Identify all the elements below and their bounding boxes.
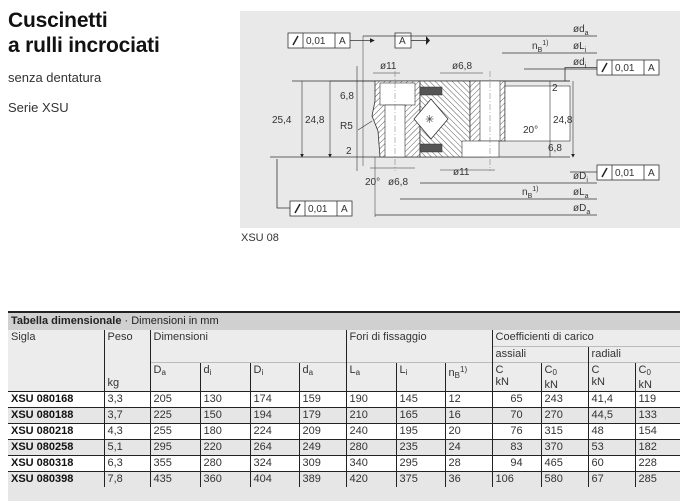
- cell-peso: 3,3: [104, 391, 150, 407]
- cell-Di: 324: [250, 455, 299, 471]
- cell-Li: 145: [396, 391, 445, 407]
- cell-Li: 235: [396, 439, 445, 455]
- cell-di: 280: [200, 455, 250, 471]
- cell-C-radial: 44,5: [588, 407, 635, 423]
- cell-C-axial: 106: [492, 471, 541, 487]
- svg-text:0,01: 0,01: [306, 36, 326, 47]
- cell-C0-radial: 154: [635, 423, 680, 439]
- header-Da: $D_a$: [150, 362, 200, 391]
- header-C0-radial: $C_0$ kN: [635, 362, 680, 391]
- cell-Da: 435: [150, 471, 200, 487]
- svg-text:6,8: 6,8: [548, 143, 562, 154]
- cell-C0-axial: 465: [541, 455, 588, 471]
- svg-text:A: A: [648, 63, 655, 74]
- cell-di: 220: [200, 439, 250, 455]
- header-da: $d_a$: [299, 362, 346, 391]
- header-nB: $n_B^{1)}$: [445, 362, 492, 391]
- svg-text:øda: $ød_a$: [573, 24, 589, 37]
- header-peso: Peso kg: [104, 330, 150, 391]
- tolerance-frame-top-left: [288, 33, 374, 48]
- cell-nB: 16: [445, 407, 492, 423]
- cell-sigla: XSU 080168: [8, 391, 104, 407]
- cell-Li: 375: [396, 471, 445, 487]
- page-title: [8, 8, 160, 58]
- cell-La: 280: [346, 439, 396, 455]
- cell-da: 249: [299, 439, 346, 455]
- cell-peso: 3,7: [104, 407, 150, 423]
- svg-text:ø11: ø11: [453, 167, 470, 178]
- header-coefficienti: Coefficienti di carico: [492, 330, 680, 346]
- svg-text:ø6,8: ø6,8: [388, 177, 409, 188]
- cell-nB: 12: [445, 391, 492, 407]
- header-Di: $D_i$: [250, 362, 299, 391]
- drawing-caption: XSU 08: [241, 232, 279, 244]
- table-row: [8, 455, 680, 471]
- cell-La: 190: [346, 391, 396, 407]
- cell-La: 210: [346, 407, 396, 423]
- cell-Da: 255: [150, 423, 200, 439]
- cell-C-axial: 65: [492, 391, 541, 407]
- cell-sigla: XSU 080398: [8, 471, 104, 487]
- cell-nB: 28: [445, 455, 492, 471]
- table-title: [8, 313, 680, 330]
- header-C-radial: C kN: [588, 362, 635, 391]
- cell-di: 130: [200, 391, 250, 407]
- table-title-rest: · Dimensioni in mm: [121, 315, 219, 327]
- cell-sigla: XSU 080188: [8, 407, 104, 423]
- svg-text:24,8: 24,8: [305, 115, 325, 126]
- series-label: Serie XSU: [8, 100, 69, 115]
- cell-C-axial: 94: [492, 455, 541, 471]
- cell-Li: 165: [396, 407, 445, 423]
- header-sigla: Sigla: [8, 330, 104, 391]
- svg-text:6,8: 6,8: [340, 91, 354, 102]
- cell-La: 340: [346, 455, 396, 471]
- svg-text:nB1): $n_B^{1)}$: [532, 40, 549, 54]
- cell-Da: 355: [150, 455, 200, 471]
- header-assiali: assiali: [492, 346, 588, 362]
- svg-text:2: 2: [552, 83, 558, 94]
- svg-text:A: A: [339, 36, 346, 47]
- cell-C0-radial: 182: [635, 439, 680, 455]
- cell-peso: 6,3: [104, 455, 150, 471]
- cell-C0-axial: 370: [541, 439, 588, 455]
- cell-Da: 225: [150, 407, 200, 423]
- cell-da: 209: [299, 423, 346, 439]
- svg-text:24,8: 24,8: [553, 115, 573, 126]
- cell-Di: 264: [250, 439, 299, 455]
- svg-text:ø6,8: ø6,8: [452, 61, 473, 72]
- cell-C-radial: 48: [588, 423, 635, 439]
- header-radiali: radiali: [588, 346, 680, 362]
- cell-C-radial: 60: [588, 455, 635, 471]
- cell-peso: 7,8: [104, 471, 150, 487]
- cell-C-axial: 76: [492, 423, 541, 439]
- cell-peso: 4,3: [104, 423, 150, 439]
- cell-C-axial: 83: [492, 439, 541, 455]
- header-La: $L_a$: [346, 362, 396, 391]
- svg-text:20°: 20°: [365, 177, 381, 188]
- cell-C0-axial: 580: [541, 471, 588, 487]
- subtitle: senza dentatura: [8, 70, 102, 85]
- header-peso-unit: kg: [107, 376, 120, 389]
- cell-C-radial: 53: [588, 439, 635, 455]
- svg-text:ødi: $ød_i$: [573, 57, 587, 70]
- cell-nB: 36: [445, 471, 492, 487]
- cell-La: 420: [346, 471, 396, 487]
- svg-text:0,01: 0,01: [615, 63, 635, 74]
- svg-text:øDa: $øD_a$: [573, 203, 591, 216]
- svg-text:ø11: ø11: [380, 61, 397, 72]
- svg-text:øDi: $øD_i$: [573, 171, 588, 184]
- technical-drawing: [240, 11, 680, 228]
- svg-text:20°: 20°: [523, 125, 539, 136]
- cell-C0-axial: 315: [541, 423, 588, 439]
- cell-di: 180: [200, 423, 250, 439]
- svg-text:0,01: 0,01: [308, 204, 328, 215]
- svg-text:A: A: [648, 168, 655, 179]
- tolerance-frame-bottom-left: [277, 159, 352, 216]
- table-row: [8, 391, 680, 407]
- cell-C-radial: 41,4: [588, 391, 635, 407]
- cell-Li: 195: [396, 423, 445, 439]
- table-row: [8, 407, 680, 423]
- table-row: [8, 439, 680, 455]
- svg-text:øLa: $øL_a$: [573, 187, 589, 200]
- svg-text:øLi: $øL_i$: [573, 41, 587, 54]
- dimension-table: [8, 311, 680, 501]
- cell-C0-radial: 285: [635, 471, 680, 487]
- svg-text:nB1): $n_B^{1)}$: [522, 186, 539, 200]
- cell-sigla: XSU 080218: [8, 423, 104, 439]
- cell-sigla: XSU 080318: [8, 455, 104, 471]
- cell-da: 309: [299, 455, 346, 471]
- cell-sigla: XSU 080258: [8, 439, 104, 455]
- header-Li: $L_i$: [396, 362, 445, 391]
- cell-C0-axial: 270: [541, 407, 588, 423]
- cell-C-radial: 67: [588, 471, 635, 487]
- cell-C0-axial: 243: [541, 391, 588, 407]
- table-footer-band: [8, 487, 680, 501]
- cell-Da: 295: [150, 439, 200, 455]
- cell-di: 150: [200, 407, 250, 423]
- svg-text:A: A: [341, 204, 348, 215]
- cell-da: 179: [299, 407, 346, 423]
- cell-nB: 20: [445, 423, 492, 439]
- cell-da: 159: [299, 391, 346, 407]
- header-di: $d_i$: [200, 362, 250, 391]
- cell-peso: 5,1: [104, 439, 150, 455]
- header-fori: Fori di fissaggio: [346, 330, 492, 362]
- svg-text:✳: ✳: [425, 114, 435, 126]
- dimension-data-table: [8, 330, 680, 487]
- svg-text:2: 2: [346, 146, 352, 157]
- cell-da: 389: [299, 471, 346, 487]
- table-title-bold: Tabella dimensionale: [11, 315, 122, 327]
- title-line-1: Cuscinetti: [8, 9, 108, 32]
- header-C0-axial: $C_0$ kN: [541, 362, 588, 391]
- cell-Da: 205: [150, 391, 200, 407]
- cell-di: 360: [200, 471, 250, 487]
- cell-C-axial: 70: [492, 407, 541, 423]
- cell-nB: 24: [445, 439, 492, 455]
- cell-C0-radial: 228: [635, 455, 680, 471]
- header-dimensioni: Dimensioni: [150, 330, 346, 362]
- cell-Li: 295: [396, 455, 445, 471]
- cell-C0-radial: 133: [635, 407, 680, 423]
- table-row: [8, 423, 680, 439]
- cell-C0-radial: 119: [635, 391, 680, 407]
- table-row: [8, 471, 680, 487]
- svg-text:R5: R5: [340, 121, 353, 132]
- cell-La: 240: [346, 423, 396, 439]
- cell-Di: 194: [250, 407, 299, 423]
- cell-Di: 224: [250, 423, 299, 439]
- cell-Di: 174: [250, 391, 299, 407]
- svg-text:0,01: 0,01: [615, 168, 635, 179]
- svg-text:25,4: 25,4: [272, 115, 292, 126]
- header-C-axial: C kN: [492, 362, 541, 391]
- cell-Di: 404: [250, 471, 299, 487]
- title-line-2: a rulli incrociati: [8, 34, 160, 57]
- svg-text:A: A: [399, 36, 406, 47]
